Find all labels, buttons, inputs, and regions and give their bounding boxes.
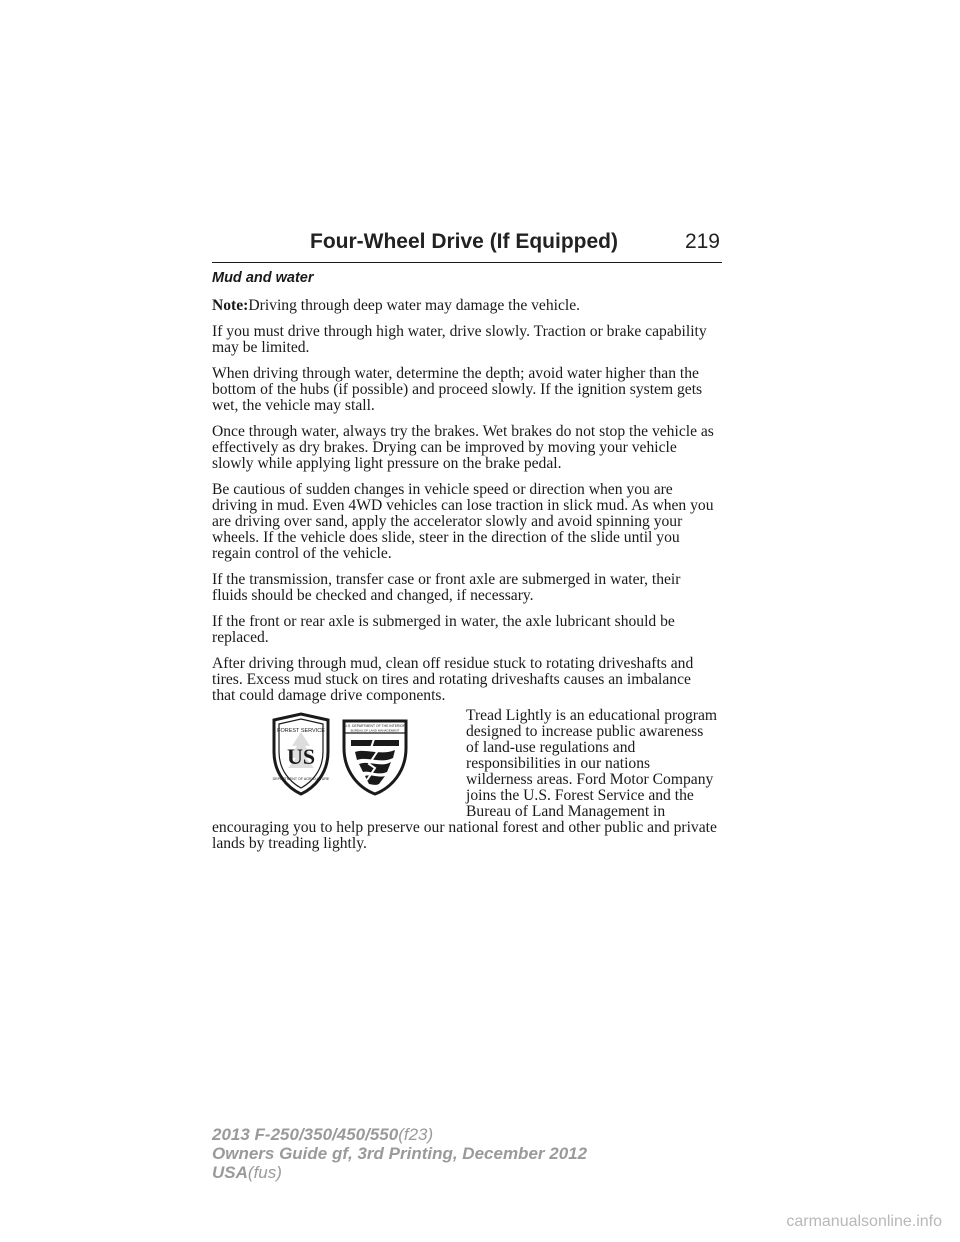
- footer-region-line: USA(fus): [212, 1163, 282, 1182]
- paragraph-axle-lubricant: If the front or rear axle is submerged in water, the axle lubricant should be replaced.: [212, 613, 675, 646]
- site-watermark: carmanualsonline.info: [786, 1213, 942, 1230]
- svg-text:DEPARTMENT OF AGRICULTURE: DEPARTMENT OF AGRICULTURE: [272, 777, 330, 781]
- footer-model-line: 2013 F-250/350/450/550(f23): [212, 1125, 434, 1144]
- note-paragraph: [212, 298, 718, 314]
- note-text: Driving through deep water may damage the vehicle.: [248, 297, 581, 314]
- note-label: Note:: [212, 297, 249, 314]
- paragraph-mud-residue: After driving through mud, clean off residue stuck to rotating driveshafts and tires. Excess mud stuck on tires and rotating driveshafts causes an imbalance that could damage drive components.: [212, 655, 694, 704]
- section-heading: Mud and water: [212, 270, 314, 286]
- agency-logos: [212, 708, 466, 816]
- chapter-title: Four-Wheel Drive (If Equipped): [310, 230, 618, 253]
- bureau-of-land-management-shield-icon: [341, 718, 409, 796]
- forest-service-shield-icon: [270, 712, 332, 796]
- page-number: 219: [684, 230, 720, 253]
- main-content: [212, 270, 718, 862]
- paragraph-wet-brakes: Once through water, always try the brakes. Wet brakes do not stop the vehicle as effectively as dry brakes. Drying can be improved by moving your vehicle slowly while applying light pressure on the brake pedal.: [212, 423, 714, 472]
- paragraph-high-water: If you must drive through high water, drive slowly. Traction or brake capability may be limited.: [212, 323, 707, 356]
- svg-text:US: US: [286, 744, 316, 769]
- tread-lightly-block: [212, 708, 718, 852]
- footer-guide-line: Owners Guide gf, 3rd Printing, December 2012: [212, 1144, 588, 1163]
- page-header: [212, 228, 722, 263]
- tread-lightly-paragraph: Tread Lightly is an educational program designed to increase public awareness of land-use regulations and responsibilities in our nations wilderness areas. Ford Motor Company joins the U.S. Forest Service and the Bureau of Land Management in encouraging you to help preserve our national forest and other public and private lands by treading lightly.: [212, 707, 718, 852]
- paragraph-submerged-fluids: If the transmission, transfer case or front axle are submerged in water, their fluids should be checked and changed, if necessary.: [212, 571, 681, 604]
- svg-text:BUREAU OF LAND MANAGEMENT: BUREAU OF LAND MANAGEMENT: [350, 728, 400, 733]
- svg-text:FOREST SERVICE: FOREST SERVICE: [277, 728, 325, 734]
- svg-text:U.S. DEPARTMENT OF THE INTERIO: U.S. DEPARTMENT OF THE INTERIOR: [344, 724, 406, 728]
- paragraph-mud-caution: Be cautious of sudden changes in vehicle speed or direction when you are driving in mud. Even 4WD vehicles can lose traction in slick mud. As when you are driving over sand, apply the accelerator slowly and avoid spinning your wheels. If the vehicle does slide, steer in the direction of the slide until you regain control of the vehicle.: [212, 481, 714, 562]
- paragraph-water-depth: When driving through water, determine the depth; avoid water higher than the bottom of the hubs (if possible) and proceed slowly. If the ignition system gets wet, the vehicle may stall.: [212, 365, 703, 414]
- page-footer: [212, 1125, 587, 1182]
